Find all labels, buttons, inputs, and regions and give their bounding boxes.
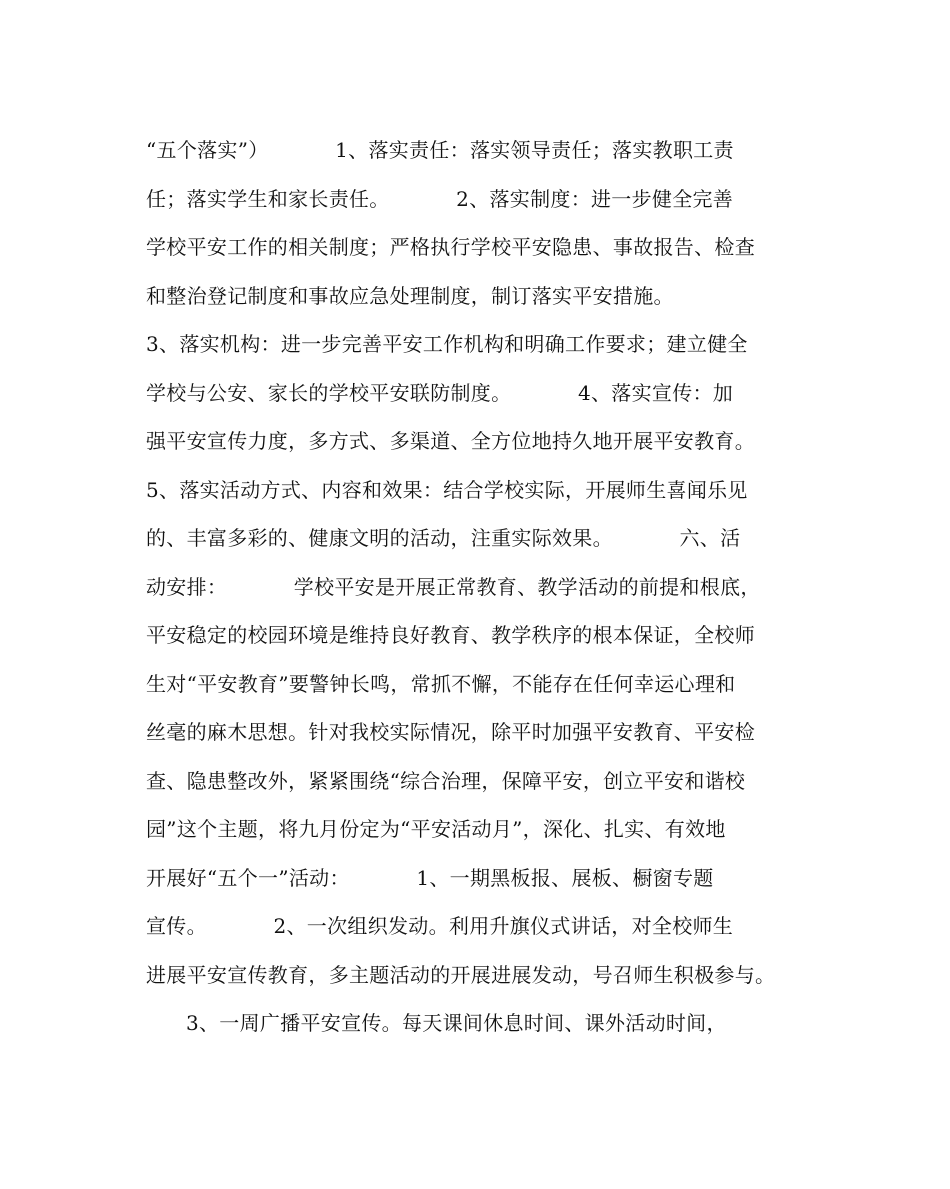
text-line: 生对“平安教育”要警钟长鸣，常抓不懈，不能存在任何幸运心理和: [146, 671, 736, 696]
text-line: 任；落实学生和家长责任。 2、落实制度：进一步健全完善: [146, 186, 734, 211]
text-line: 3、落实机构：进一步完善平安工作机构和明确工作要求；建立健全: [146, 332, 748, 356]
text-line: 进展平安宣传教育，多主题活动的开展进展发动，号召师生积极参与。: [146, 962, 776, 987]
text-line: 5、落实活动方式、内容和效果：结合学校实际，开展师生喜闻乐见: [146, 477, 748, 502]
text-line: 园”这个主题，将九月份定为“平安活动月”，深化、扎实、有效地: [146, 817, 726, 841]
text-line: 开展好“五个一”活动： 1、一期黑板报、展板、橱窗专题: [146, 865, 714, 890]
text-line: 丝毫的麻木思想。针对我校实际情况，除平时加强平安教育、平安检: [146, 720, 755, 744]
text-line: 的、丰富多彩的、健康文明的活动，注重实际效果。 六、活: [146, 526, 741, 550]
text-line: 和整治登记制度和事故应急处理制度，制订落实平安措施。: [146, 283, 674, 308]
text-line: “五个落实”） 1、落实责任：落实领导责任；落实教职工责: [146, 138, 734, 162]
text-line: 3、一周广播平安宣传。每天课间休息时间、课外活动时间，: [146, 1011, 727, 1035]
text-line: 动安排： 学校平安是开展正常教育、教学活动的前提和根底，: [146, 574, 761, 599]
text-line: 学校平安工作的相关制度；严格执行学校平安隐患、事故报告、检查: [146, 235, 755, 259]
text-line: 强平安宣传力度，多方式、多渠道、全方位地持久地开展平安教育。: [146, 429, 755, 453]
text-line: 学校与公安、家长的学校平安联防制度。 4、落实宣传：加: [146, 380, 734, 405]
text-line: 平安稳定的校园环境是维持良好教育、教学秩序的根本保证，全校师: [146, 623, 755, 647]
body-text: [146, 126, 826, 1048]
text-line: 宣传。 2、一次组织发动。利用升旗仪式讲话，对全校师生: [146, 914, 734, 938]
text-line: 查、隐患整改外，紧紧围绕“综合治理，保障平安，创立平安和谐校: [146, 768, 746, 793]
